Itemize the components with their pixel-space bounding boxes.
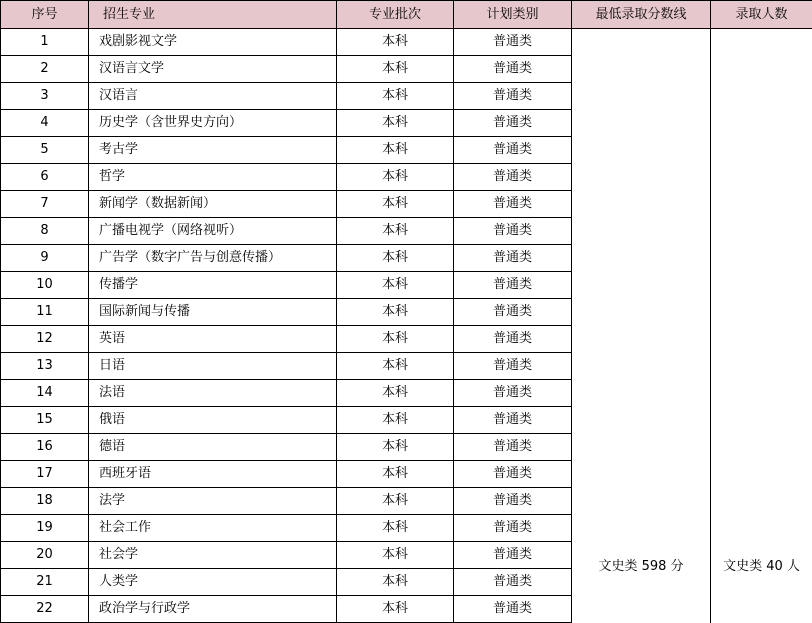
- header-major: 招生专业: [89, 1, 337, 29]
- cell-major: 西班牙语: [89, 461, 337, 488]
- cell-batch: 本科: [337, 245, 454, 272]
- cell-plan-type: 普通类: [454, 380, 572, 407]
- cell-batch: 本科: [337, 299, 454, 326]
- cell-batch: 本科: [337, 461, 454, 488]
- cell-index: 14: [1, 380, 89, 407]
- table-header: [1, 1, 812, 29]
- cell-batch: 本科: [337, 272, 454, 299]
- cell-batch: 本科: [337, 380, 454, 407]
- cell-batch: 本科: [337, 137, 454, 164]
- cell-batch: 本科: [337, 569, 454, 596]
- cell-plan-type: 普通类: [454, 353, 572, 380]
- cell-index: 2: [1, 56, 89, 83]
- cell-index: 17: [1, 461, 89, 488]
- header-plan-type: 计划类别: [454, 1, 572, 29]
- cell-batch: 本科: [337, 353, 454, 380]
- header-index: 序号: [1, 1, 89, 29]
- cell-major: 传播学: [89, 272, 337, 299]
- cell-plan-type: 普通类: [454, 245, 572, 272]
- cell-index: 16: [1, 434, 89, 461]
- cell-index: 3: [1, 83, 89, 110]
- cell-major: 日语: [89, 353, 337, 380]
- cell-admitted-merged: [711, 29, 812, 623]
- cell-batch: 本科: [337, 326, 454, 353]
- cell-index: 4: [1, 110, 89, 137]
- cell-index: 11: [1, 299, 89, 326]
- cell-major: 历史学（含世界史方向）: [89, 110, 337, 137]
- cell-batch: 本科: [337, 488, 454, 515]
- cell-plan-type: 普通类: [454, 515, 572, 542]
- header-row: [1, 1, 812, 29]
- cell-plan-type: 普通类: [454, 407, 572, 434]
- header-min-score: 最低录取分数线: [572, 1, 711, 29]
- cell-major: 广告学（数字广告与创意传播）: [89, 245, 337, 272]
- cell-index: 9: [1, 245, 89, 272]
- cell-index: 19: [1, 515, 89, 542]
- cell-batch: 本科: [337, 164, 454, 191]
- cell-batch: 本科: [337, 596, 454, 623]
- cell-index: 5: [1, 137, 89, 164]
- table-row: [1, 29, 812, 56]
- cell-major: 哲学: [89, 164, 337, 191]
- cell-index: 21: [1, 569, 89, 596]
- cell-plan-type: 普通类: [454, 272, 572, 299]
- cell-plan-type: 普通类: [454, 299, 572, 326]
- cell-major: 广播电视学（网络视听）: [89, 218, 337, 245]
- cell-index: 18: [1, 488, 89, 515]
- cell-index: 15: [1, 407, 89, 434]
- admitted-value: 文史类 40 人: [711, 554, 812, 580]
- cell-major: 法语: [89, 380, 337, 407]
- cell-plan-type: 普通类: [454, 434, 572, 461]
- cell-major: 社会工作: [89, 515, 337, 542]
- cell-plan-type: 普通类: [454, 56, 572, 83]
- cell-plan-type: 普通类: [454, 164, 572, 191]
- cell-index: 6: [1, 164, 89, 191]
- cell-plan-type: 普通类: [454, 596, 572, 623]
- cell-major: 法学: [89, 488, 337, 515]
- cell-index: 1: [1, 29, 89, 56]
- cell-plan-type: 普通类: [454, 110, 572, 137]
- cell-major: 汉语言: [89, 83, 337, 110]
- cell-plan-type: 普通类: [454, 488, 572, 515]
- cell-index: 8: [1, 218, 89, 245]
- cell-batch: 本科: [337, 542, 454, 569]
- header-batch: 专业批次: [337, 1, 454, 29]
- cell-batch: 本科: [337, 434, 454, 461]
- cell-batch: 本科: [337, 515, 454, 542]
- cell-index: 22: [1, 596, 89, 623]
- min-score-value: 文史类 598 分: [572, 554, 710, 580]
- cell-batch: 本科: [337, 407, 454, 434]
- cell-plan-type: 普通类: [454, 326, 572, 353]
- cell-index: 13: [1, 353, 89, 380]
- cell-major: 政治学与行政学: [89, 596, 337, 623]
- cell-plan-type: 普通类: [454, 569, 572, 596]
- cell-major: 考古学: [89, 137, 337, 164]
- cell-batch: 本科: [337, 29, 454, 56]
- cell-plan-type: 普通类: [454, 461, 572, 488]
- cell-index: 12: [1, 326, 89, 353]
- cell-min-score-merged: [572, 29, 711, 623]
- table-body: [1, 29, 812, 623]
- cell-batch: 本科: [337, 191, 454, 218]
- header-admitted: 录取人数: [711, 1, 812, 29]
- cell-major: 新闻学（数据新闻）: [89, 191, 337, 218]
- cell-batch: 本科: [337, 110, 454, 137]
- cell-plan-type: 普通类: [454, 137, 572, 164]
- cell-batch: 本科: [337, 56, 454, 83]
- cell-index: 20: [1, 542, 89, 569]
- cell-major: 英语: [89, 326, 337, 353]
- cell-major: 社会学: [89, 542, 337, 569]
- cell-major: 戏剧影视文学: [89, 29, 337, 56]
- cell-plan-type: 普通类: [454, 542, 572, 569]
- cell-major: 国际新闻与传播: [89, 299, 337, 326]
- cell-index: 7: [1, 191, 89, 218]
- cell-major: 人类学: [89, 569, 337, 596]
- cell-major: 德语: [89, 434, 337, 461]
- cell-batch: 本科: [337, 218, 454, 245]
- cell-major: 汉语言文学: [89, 56, 337, 83]
- cell-plan-type: 普通类: [454, 191, 572, 218]
- cell-plan-type: 普通类: [454, 83, 572, 110]
- cell-plan-type: 普通类: [454, 29, 572, 56]
- cell-major: 俄语: [89, 407, 337, 434]
- cell-index: 10: [1, 272, 89, 299]
- cell-batch: 本科: [337, 83, 454, 110]
- cell-plan-type: 普通类: [454, 218, 572, 245]
